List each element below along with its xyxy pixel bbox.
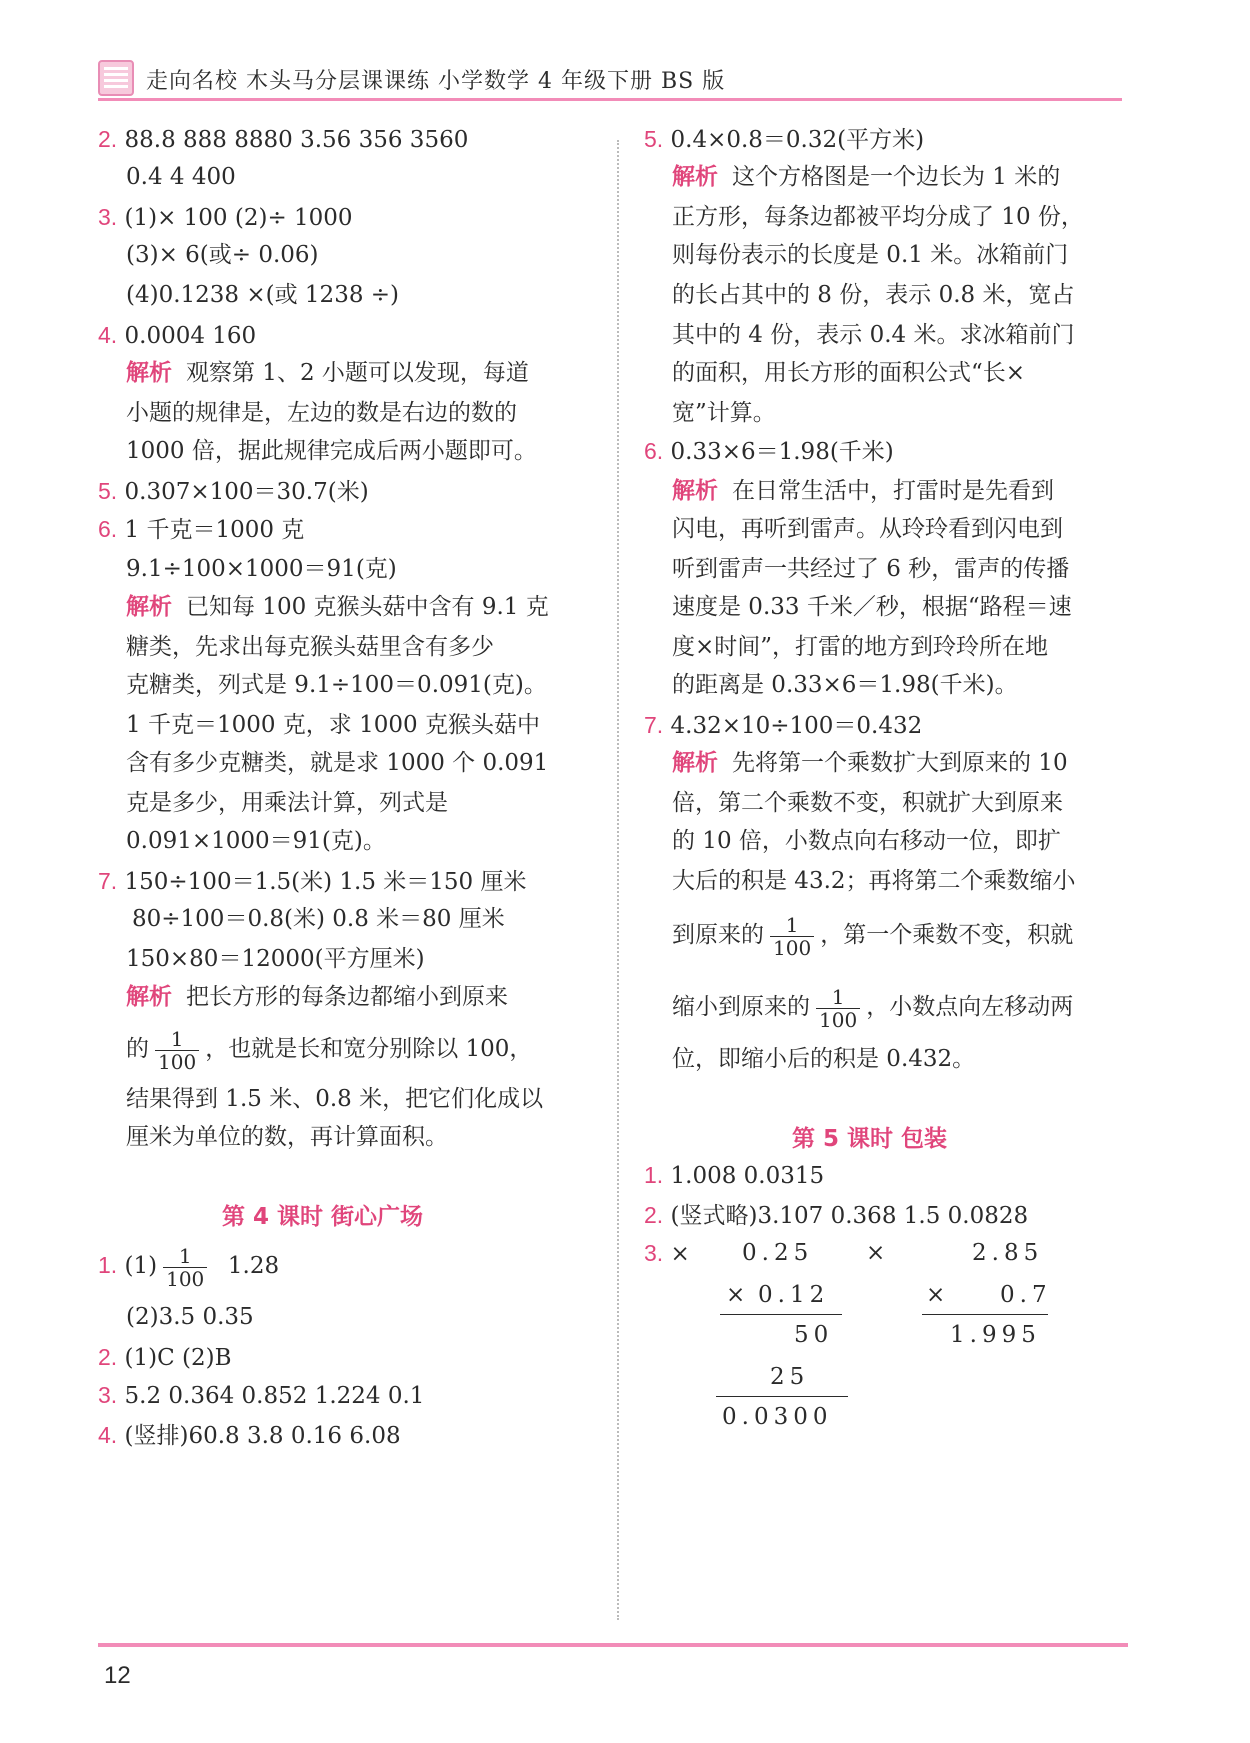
answer-7: 7. 150÷100＝1.5(米) 1.5 米＝150 厘米 [98, 868, 527, 895]
analysis-5-line: 正方形，每条边都被平均分成了 10 份， [672, 204, 1084, 230]
answer-5-right: 5. 0.4×0.8＝0.32(平方米) [644, 126, 925, 153]
calc1-multiplicand: 0.25 [742, 1240, 814, 1266]
analysis-6-line: 1 千克＝1000 克，求 1000 克猴头菇中 [126, 712, 540, 738]
analysis-tag: 解析 [126, 360, 172, 386]
analysis-tag: 解析 [672, 478, 718, 504]
calc1-rule [716, 1396, 848, 1397]
analysis-tag: 解析 [126, 594, 172, 620]
calc1-result: 0.0300 [722, 1404, 833, 1430]
analysis-tag: 解析 [126, 984, 172, 1010]
column-divider [617, 140, 619, 1620]
section-heading-lesson4: 第 4 课时 街心广场 [222, 1204, 424, 1230]
analysis-6r-line: 听到雷声一共经过了 6 秒，雷声的传播 [672, 556, 1070, 582]
calc2-multiplier-sign: × [926, 1282, 951, 1308]
analysis-5-line: 则每份表示的长度是 0.1 米。冰箱前门 [672, 242, 1069, 268]
fraction-one-hundredth: $\frac{1}{100}$ [816, 986, 860, 1031]
analysis-6-line: 克糖类，列式是 9.1÷100＝0.091(克)。 [126, 672, 547, 698]
analysis-6-line: 解析 已知每 100 克猴头菇中含有 9.1 克 [126, 594, 549, 620]
fraction-one-hundredth: $\frac{1}{100}$ [155, 1028, 199, 1073]
analysis-5-line: 的面积，用长方形的面积公式“长× [672, 360, 1026, 386]
analysis-6-line: 糖类，先求出每克猴头菇里含有多少 [126, 634, 494, 660]
answer-3-part3: (3)× 6(或÷ 0.06) [126, 242, 319, 268]
analysis-7r-line: 解析 先将第一个乘数扩大到原来的 10 [672, 750, 1068, 776]
lesson4-answer-1: 1. (1) $\frac{1}{100}$ 1.28 [98, 1243, 280, 1291]
header-rule [98, 98, 1122, 101]
fraction-one-hundredth: $\frac{1}{100}$ [163, 1245, 207, 1290]
answer-2-cont: 0.4 4 400 [126, 164, 236, 190]
analysis-7r-line: 的 10 倍，小数点向右移动一位，即扩 [672, 828, 1061, 854]
analysis-6r-line: 解析 在日常生活中，打雷时是先看到 [672, 478, 1054, 504]
calc1-rule [720, 1314, 842, 1315]
lesson5-answer-1: 1. 1.008 0.0315 [644, 1162, 825, 1189]
calc2-result: 1.995 [950, 1322, 1041, 1348]
analysis-5-line: 解析 这个方格图是一个边长为 1 米的 [672, 164, 1061, 190]
lesson4-answer-3: 3. 5.2 0.364 0.852 1.224 0.1 [98, 1382, 425, 1409]
page-number: 12 [104, 1662, 131, 1689]
answer-6-right: 6. 0.33×6＝1.98(千米) [644, 438, 894, 465]
analysis-4-line: 解析 观察第 1、2 小题可以发现，每道 [126, 360, 529, 386]
analysis-6r-line: 度×时间”，打雷的地方到玲玲所在地 [672, 634, 1049, 660]
calc2-multiplier: 0.7 [1000, 1282, 1052, 1308]
analysis-5-line: 宽”计算。 [672, 400, 776, 426]
answer-7-area: 150×80＝12000(平方厘米) [126, 946, 425, 972]
analysis-4-line: 1000 倍，据此规律完成后两小题即可。 [126, 438, 537, 464]
analysis-7r-line: 到原来的 $\frac{1}{100}$ ，第一个乘数不变，积就 [672, 912, 1074, 960]
analysis-7-line: 厘米为单位的数，再计算面积。 [126, 1124, 448, 1150]
analysis-6-line: 克是多少，用乘法计算，列式是 [126, 790, 448, 816]
answer-6-cont: 9.1÷100×1000＝91(克) [126, 556, 397, 582]
analysis-6r-line: 速度是 0.33 千米／秒，根据“路程＝速 [672, 594, 1072, 620]
analysis-7-line: 解析 把长方形的每条边都缩小到原来 [126, 984, 508, 1010]
answer-7-cont: 80÷100＝0.8(米) 0.8 米＝80 厘米 [132, 906, 505, 932]
calc1-multiplier: 0.12 [758, 1282, 830, 1308]
analysis-4-line: 小题的规律是，左边的数是右边的数的 [126, 400, 517, 426]
lesson5-answer-3-label: 3. × [644, 1240, 690, 1267]
analysis-7r-line: 大后的积是 43.2；再将第二个乘数缩小 [672, 868, 1076, 894]
analysis-7-line: 结果得到 1.5 米、0.8 米，把它们化成以 [126, 1086, 544, 1112]
analysis-5-line: 其中的 4 份，表示 0.4 米。求冰箱前门 [672, 322, 1075, 348]
calc1-partial-2: 25 [770, 1364, 810, 1390]
lesson4-answer-2: 2. (1)C (2)B [98, 1344, 232, 1371]
wrong-mark: × [866, 1240, 891, 1266]
lesson5-answer-2: 2. (竖式略)3.107 0.368 1.5 0.0828 [644, 1202, 1029, 1229]
analysis-tag: 解析 [672, 164, 718, 190]
calc2-rule [922, 1314, 1048, 1315]
footer-rule [98, 1643, 1128, 1647]
analysis-6r-line: 的距离是 0.33×6＝1.98(千米)。 [672, 672, 1018, 698]
answer-3: 3. (1)× 100 (2)÷ 1000 [98, 204, 353, 231]
calc2-multiplicand: 2.85 [972, 1240, 1044, 1266]
answer-6: 6. 1 千克＝1000 克 [98, 516, 305, 543]
calc1-partial-1: 50 [794, 1322, 834, 1348]
analysis-6-line: 0.091×1000＝91(克)。 [126, 828, 386, 854]
page-header [98, 58, 1122, 98]
analysis-tag: 解析 [672, 750, 718, 776]
analysis-7r-line: 缩小到原来的 $\frac{1}{100}$ ，小数点向左移动两 [672, 984, 1074, 1032]
calc1-multiplier-sign: × [726, 1282, 751, 1308]
lesson4-answer-4: 4. (竖排)60.8 3.8 0.16 6.08 [98, 1422, 401, 1449]
analysis-5-line: 的长占其中的 8 份，表示 0.8 米，宽占 [672, 282, 1075, 308]
answer-7-right: 7. 4.32×10÷100＝0.432 [644, 712, 923, 739]
answer-2: 2. 88.8 888 8880 3.56 356 3560 [98, 126, 469, 153]
fraction-one-hundredth: $\frac{1}{100}$ [770, 914, 814, 959]
section-heading-lesson5: 第 5 课时 包装 [792, 1126, 948, 1152]
analysis-7r-line: 位，即缩小后的积是 0.432。 [672, 1046, 976, 1072]
answer-3-part4: (4)0.1238 ×(或 1238 ÷) [126, 282, 400, 308]
book-title: 走向名校 木头马分层课课练 小学数学 4 年级下册 BS 版 [146, 69, 726, 94]
lesson4-answer-1-part2: (2)3.5 0.35 [126, 1304, 254, 1330]
book-logo-icon [98, 60, 134, 96]
answer-4: 4. 0.0004 160 [98, 322, 257, 349]
analysis-7-line: 的 $\frac{1}{100}$ ，也就是长和宽分别除以 100， [126, 1026, 533, 1074]
answer-5: 5. 0.307×100＝30.7(米) [98, 478, 369, 505]
analysis-6r-line: 闪电，再听到雷声。从玲玲看到闪电到 [672, 516, 1063, 542]
analysis-7r-line: 倍，第二个乘数不变，积就扩大到原来 [672, 790, 1063, 816]
analysis-6-line: 含有多少克糖类，就是求 1000 个 0.091 [126, 750, 549, 776]
